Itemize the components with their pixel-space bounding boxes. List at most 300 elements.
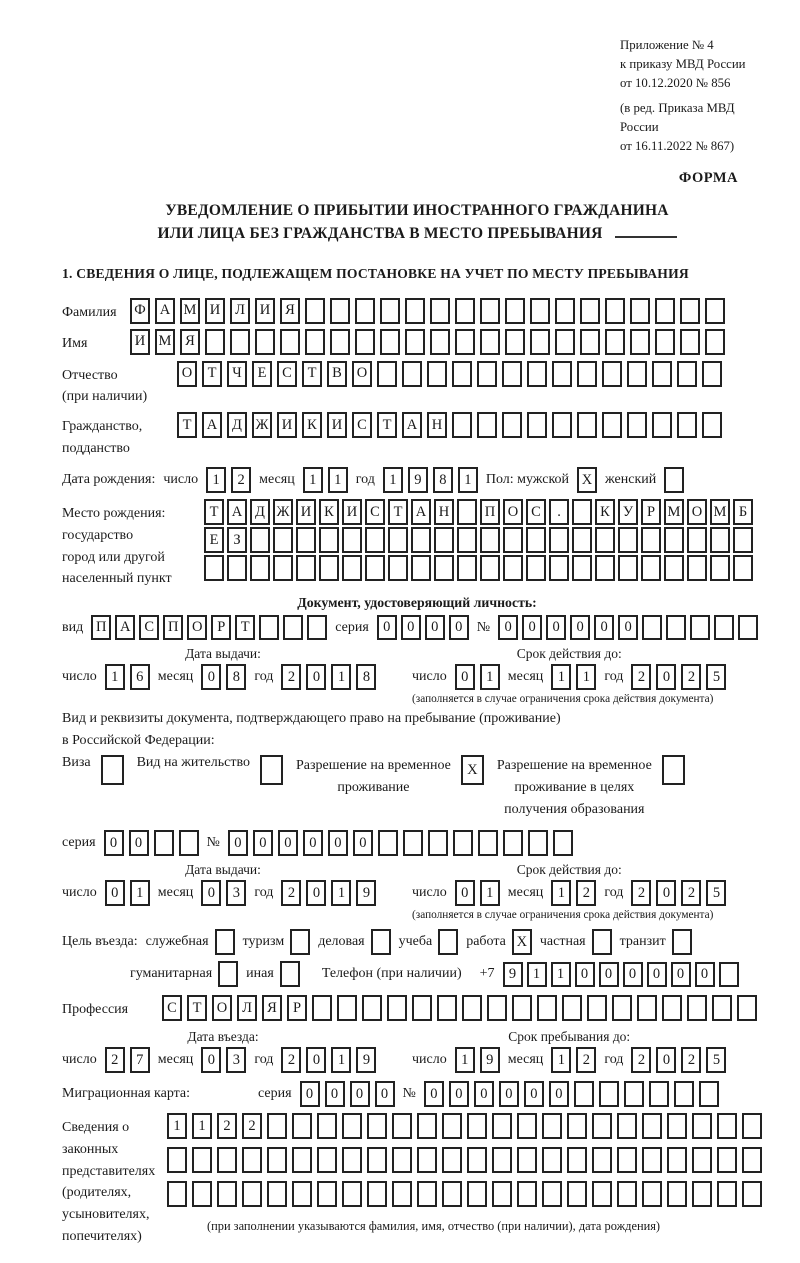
- char-cell-filled: 9: [408, 467, 428, 493]
- char-cell-filled: 9: [356, 1047, 376, 1073]
- residence-series-label: серия: [62, 835, 96, 851]
- char-cell-filled: Т: [388, 499, 408, 525]
- char-cell-empty: [215, 929, 235, 955]
- char-cell-empty: [367, 1113, 387, 1139]
- char-cell-empty: [595, 527, 615, 553]
- char-cell-filled: А: [227, 499, 247, 525]
- char-cell-filled: Т: [302, 361, 322, 387]
- char-cell-empty: [542, 1147, 562, 1173]
- char-cell-filled: Н: [434, 499, 454, 525]
- migration-series-cells: [300, 1081, 395, 1107]
- char-cell-filled: 2: [681, 1047, 701, 1073]
- char-cell-filled: А: [202, 412, 222, 438]
- residence-issue-month: [201, 880, 246, 906]
- char-cell-empty: [365, 527, 385, 553]
- entry-date-row: [62, 1047, 384, 1073]
- char-cell-filled: С: [526, 499, 546, 525]
- char-cell-filled: 1: [167, 1113, 187, 1139]
- char-cell-empty: [377, 361, 397, 387]
- char-cell-empty: [342, 1181, 362, 1207]
- char-cell-filled: 1: [328, 467, 348, 493]
- char-cell-empty: [690, 615, 710, 640]
- char-cell-empty: [317, 1147, 337, 1173]
- phone-label: Телефон (при наличии): [321, 966, 462, 982]
- char-cell-empty: [592, 1147, 612, 1173]
- birth-day-cells: [206, 467, 251, 493]
- char-cell-filled: 3: [226, 1047, 246, 1073]
- char-cell-empty: [527, 412, 547, 438]
- char-cell-filled: 0: [375, 1081, 395, 1107]
- citizenship-label: [62, 412, 177, 459]
- legal-representatives-note: (при заполнении указываются фамилия, имя, отчество (при наличии), дата рождения): [207, 1219, 661, 1234]
- char-cell-empty: [687, 555, 707, 581]
- residence-intro-2: в Российской Федерации:: [62, 733, 215, 749]
- legal-row-1: [167, 1113, 762, 1139]
- char-cell-empty: [455, 298, 475, 324]
- char-cell-empty: [167, 1147, 187, 1173]
- option-visa: [62, 755, 124, 785]
- edition-line-1: (в ред. Приказа МВД России: [620, 100, 735, 134]
- char-cell-empty: [677, 412, 697, 438]
- char-cell-empty: [480, 555, 500, 581]
- phone-prefix: +7: [479, 966, 495, 982]
- char-cell-filled: 2: [631, 664, 651, 690]
- purpose-work-checkbox: [512, 929, 532, 955]
- char-cell-empty: [687, 995, 707, 1021]
- legal-representatives-label: Сведения о законных представителях (родителях, усыновителях, попечителях): [62, 1120, 156, 1244]
- char-cell-empty: [290, 929, 310, 955]
- char-cell-empty: [503, 555, 523, 581]
- char-cell-empty: [664, 527, 684, 553]
- identity-number-label: №: [476, 619, 491, 635]
- identity-valid-title: Срок действия до:: [516, 646, 622, 662]
- char-cell-filled: 2: [281, 664, 301, 690]
- char-cell-empty: [642, 1113, 662, 1139]
- name-cells: [130, 329, 725, 355]
- char-cell-empty: [517, 1113, 537, 1139]
- char-cell-filled: А: [402, 412, 422, 438]
- char-cell-empty: [655, 298, 675, 324]
- stay-day: [455, 1047, 500, 1073]
- page-title: [62, 199, 772, 246]
- char-cell-empty: [567, 1181, 587, 1207]
- residence-issue-year: [281, 880, 376, 906]
- identity-issue-day: [105, 664, 150, 690]
- char-cell-empty: [742, 1113, 762, 1139]
- char-cell-empty: [642, 615, 662, 640]
- purpose-humanitarian: гуманитарная: [130, 961, 238, 987]
- char-cell-empty: [305, 329, 325, 355]
- char-cell-filled: 0: [618, 615, 638, 640]
- char-cell-empty: [380, 329, 400, 355]
- char-cell-filled: 2: [281, 880, 301, 906]
- char-cell-empty: [680, 298, 700, 324]
- char-cell-filled: 1: [551, 880, 571, 906]
- char-cell-filled: 2: [631, 880, 651, 906]
- char-cell-empty: [434, 555, 454, 581]
- char-cell-filled: И: [255, 298, 275, 324]
- char-cell-empty: [618, 555, 638, 581]
- char-cell-empty: [652, 412, 672, 438]
- char-cell-filled: С: [352, 412, 372, 438]
- char-cell-filled: Т: [204, 499, 224, 525]
- char-cell-filled: О: [503, 499, 523, 525]
- char-cell-empty: [467, 1147, 487, 1173]
- char-cell-filled: 1: [303, 467, 323, 493]
- residence-valid-note: (заполняется в случае ограничения срока действия документа): [412, 909, 714, 922]
- char-cell-filled: Я: [180, 329, 200, 355]
- migration-series-label: серия: [258, 1086, 292, 1102]
- char-cell-empty: [417, 1147, 437, 1173]
- char-cell-filled: 0: [522, 615, 542, 640]
- year-word: год: [604, 885, 624, 901]
- char-cell-empty: [227, 555, 247, 581]
- char-cell-empty: [572, 499, 592, 525]
- char-cell-empty: [477, 361, 497, 387]
- char-cell-empty: [455, 329, 475, 355]
- birth-place-row-1: [204, 499, 753, 525]
- patronymic-label-2: (при наличии): [62, 389, 148, 405]
- char-cell-empty: [567, 1147, 587, 1173]
- char-cell-empty: [492, 1147, 512, 1173]
- char-cell-filled: 1: [130, 880, 150, 906]
- identity-valid-col: [412, 646, 726, 705]
- char-cell-filled: С: [277, 361, 297, 387]
- char-cell-filled: М: [710, 499, 730, 525]
- char-cell-filled: X: [512, 929, 532, 955]
- char-cell-empty: [405, 329, 425, 355]
- char-cell-empty: [602, 412, 622, 438]
- char-cell-filled: 0: [105, 880, 125, 906]
- char-cell-filled: 0: [623, 962, 643, 987]
- option-residence-permit: [137, 755, 283, 785]
- year-word: год: [254, 885, 274, 901]
- char-cell-filled: А: [115, 615, 135, 640]
- month-word: месяц: [507, 669, 544, 685]
- appendix-line-2: к приказу МВД России: [620, 57, 746, 72]
- char-cell-filled: Т: [235, 615, 255, 640]
- identity-kind-label: вид: [62, 619, 84, 635]
- char-cell-filled: Ф: [130, 298, 150, 324]
- residence-series-cells: [104, 830, 199, 856]
- char-cell-empty: [630, 298, 650, 324]
- residence-permit-options: [62, 755, 772, 820]
- char-cell-filled: 1: [331, 880, 351, 906]
- citizenship-label-1: Гражданство,: [62, 419, 143, 434]
- char-cell-filled: 0: [656, 664, 676, 690]
- char-cell-empty: [512, 995, 532, 1021]
- char-cell-empty: [417, 1181, 437, 1207]
- title-line-1: УВЕДОМЛЕНИЕ О ПРИБЫТИИ ИНОСТРАННОГО ГРАЖДАНИНА: [165, 202, 669, 220]
- char-cell-empty: [411, 527, 431, 553]
- char-cell-empty: [342, 1147, 362, 1173]
- char-cell-filled: 0: [498, 615, 518, 640]
- char-cell-empty: [167, 1181, 187, 1207]
- residence-intro-1: Вид и реквизиты документа, подтверждающего право на пребывание (проживание): [62, 711, 561, 727]
- month-word: месяц: [157, 885, 194, 901]
- char-cell-filled: С: [162, 995, 182, 1021]
- char-cell-filled: 9: [356, 880, 376, 906]
- char-cell-empty: [505, 298, 525, 324]
- legal-representatives-rows: [167, 1113, 762, 1234]
- char-cell-empty: [388, 527, 408, 553]
- char-cell-empty: [555, 329, 575, 355]
- char-cell-empty: [552, 412, 572, 438]
- char-cell-empty: [480, 527, 500, 553]
- char-cell-filled: 1: [331, 1047, 351, 1073]
- char-cell-empty: [428, 830, 448, 856]
- char-cell-empty: [365, 555, 385, 581]
- char-cell-empty: [649, 1081, 669, 1107]
- residence-valid-month: [551, 880, 596, 906]
- identity-series-cells: [377, 615, 469, 640]
- char-cell-filled: 0: [695, 962, 715, 987]
- char-cell-empty: [478, 830, 498, 856]
- char-cell-empty: [467, 1181, 487, 1207]
- char-cell-filled: 1: [383, 467, 403, 493]
- sex-female-checkbox: [664, 467, 684, 493]
- char-cell-filled: 0: [350, 1081, 370, 1107]
- identity-valid-row: [412, 664, 726, 690]
- residence-permit-checkbox: [260, 755, 283, 785]
- char-cell-empty: [296, 527, 316, 553]
- char-cell-empty: [467, 1113, 487, 1139]
- field-identity-doc: [62, 615, 772, 640]
- temp-permit-checkbox: [461, 755, 484, 785]
- residence-permit-label: Вид на жительство: [136, 755, 250, 771]
- char-cell-filled: 0: [104, 830, 124, 856]
- char-cell-empty: [574, 1081, 594, 1107]
- char-cell-empty: [480, 329, 500, 355]
- char-cell-filled: 0: [300, 1081, 320, 1107]
- char-cell-filled: 1: [551, 962, 571, 987]
- year-word: год: [604, 669, 624, 685]
- char-cell-empty: [204, 555, 224, 581]
- residence-valid-row: [412, 880, 726, 906]
- purpose-business: деловая: [318, 929, 390, 955]
- char-cell-filled: X: [461, 755, 484, 785]
- residence-issue-title: Дата выдачи:: [185, 862, 261, 878]
- identity-number-cells: [498, 615, 758, 640]
- char-cell-empty: [526, 527, 546, 553]
- char-cell-filled: 0: [449, 615, 469, 640]
- citizenship-cells: [177, 412, 722, 438]
- residence-issue-row: [62, 880, 384, 906]
- char-cell-empty: [403, 830, 423, 856]
- char-cell-filled: 0: [306, 664, 326, 690]
- residence-valid-title: Срок действия до:: [516, 862, 622, 878]
- entry-date-col: [62, 1029, 384, 1073]
- visa-checkbox: [101, 755, 124, 785]
- entry-year: [281, 1047, 376, 1073]
- char-cell-empty: [503, 830, 523, 856]
- char-cell-empty: [179, 830, 199, 856]
- char-cell-empty: [664, 467, 684, 493]
- char-cell-empty: [434, 527, 454, 553]
- char-cell-filled: 1: [551, 664, 571, 690]
- year-word: год: [254, 669, 274, 685]
- char-cell-empty: [526, 555, 546, 581]
- char-cell-empty: [250, 527, 270, 553]
- char-cell-empty: [572, 527, 592, 553]
- char-cell-empty: [612, 995, 632, 1021]
- char-cell-empty: [283, 615, 303, 640]
- char-cell-filled: 0: [353, 830, 373, 856]
- char-cell-empty: [705, 329, 725, 355]
- char-cell-empty: [453, 830, 473, 856]
- char-cell-empty: [717, 1147, 737, 1173]
- char-cell-filled: 2: [105, 1047, 125, 1073]
- identity-doc-heading: Документ, удостоверяющий личность:: [297, 595, 537, 611]
- char-cell-empty: [380, 298, 400, 324]
- char-cell-filled: А: [155, 298, 175, 324]
- char-cell-empty: [710, 527, 730, 553]
- char-cell-filled: О: [212, 995, 232, 1021]
- char-cell-empty: [630, 329, 650, 355]
- char-cell-filled: М: [180, 298, 200, 324]
- residence-number-label: №: [206, 835, 220, 851]
- char-cell-empty: [337, 995, 357, 1021]
- char-cell-empty: [572, 555, 592, 581]
- char-cell-empty: [742, 1181, 762, 1207]
- month-word: месяц: [507, 885, 544, 901]
- char-cell-filled: 1: [576, 664, 596, 690]
- stay-year: [631, 1047, 726, 1073]
- identity-issue-title: Дата выдачи:: [185, 646, 261, 662]
- char-cell-empty: [411, 555, 431, 581]
- day-word: число: [62, 885, 97, 901]
- title-line-2: [62, 222, 772, 245]
- char-cell-empty: [342, 555, 362, 581]
- char-cell-empty: [553, 830, 573, 856]
- char-cell-filled: 0: [306, 880, 326, 906]
- char-cell-filled: Л: [237, 995, 257, 1021]
- appendix-line-1: Приложение № 4: [620, 38, 714, 52]
- char-cell-empty: [217, 1147, 237, 1173]
- year-word: год: [355, 472, 375, 488]
- char-cell-filled: 0: [449, 1081, 469, 1107]
- char-cell-filled: 0: [306, 1047, 326, 1073]
- char-cell-filled: И: [296, 499, 316, 525]
- char-cell-filled: 0: [474, 1081, 494, 1107]
- char-cell-filled: 9: [503, 962, 523, 987]
- char-cell-empty: [542, 1113, 562, 1139]
- char-cell-empty: [192, 1181, 212, 1207]
- char-cell-filled: М: [664, 499, 684, 525]
- char-cell-empty: [438, 929, 458, 955]
- char-cell-empty: [218, 961, 238, 987]
- char-cell-empty: [217, 1181, 237, 1207]
- char-cell-filled: И: [130, 329, 150, 355]
- day-word: число: [62, 1052, 97, 1068]
- char-cell-empty: [371, 929, 391, 955]
- day-word: число: [62, 669, 97, 685]
- char-cell-filled: 0: [549, 1081, 569, 1107]
- char-cell-empty: [664, 555, 684, 581]
- appendix-block: [620, 36, 772, 156]
- char-cell-empty: [738, 615, 758, 640]
- char-cell-filled: 2: [681, 664, 701, 690]
- char-cell-empty: [502, 361, 522, 387]
- char-cell-empty: [602, 361, 622, 387]
- day-word: число: [412, 1052, 447, 1068]
- year-word: год: [254, 1052, 274, 1068]
- char-cell-filled: 2: [681, 880, 701, 906]
- char-cell-empty: [592, 929, 612, 955]
- char-cell-empty: [317, 1181, 337, 1207]
- char-cell-empty: [292, 1181, 312, 1207]
- blank-underline: [615, 225, 677, 238]
- char-cell-filled: Ж: [252, 412, 272, 438]
- char-cell-filled: 1: [551, 1047, 571, 1073]
- month-word: месяц: [157, 669, 194, 685]
- char-cell-empty: [402, 361, 422, 387]
- field-patronymic: [62, 361, 772, 408]
- char-cell-empty: [605, 329, 625, 355]
- char-cell-empty: [641, 527, 661, 553]
- char-cell-empty: [273, 555, 293, 581]
- char-cell-filled: 0: [201, 880, 221, 906]
- char-cell-filled: 0: [278, 830, 298, 856]
- char-cell-filled: М: [155, 329, 175, 355]
- birth-place-label-3: город или другой: [62, 549, 165, 565]
- char-cell-empty: [457, 527, 477, 553]
- char-cell-filled: 2: [217, 1113, 237, 1139]
- field-legal-representatives: [62, 1113, 772, 1247]
- char-cell-filled: 1: [455, 1047, 475, 1073]
- char-cell-empty: [637, 995, 657, 1021]
- profession-label: Профессия: [62, 1002, 129, 1018]
- birth-place-label-4: населенный пункт: [62, 571, 172, 587]
- char-cell-empty: [517, 1181, 537, 1207]
- char-cell-empty: [549, 527, 569, 553]
- char-cell-empty: [480, 298, 500, 324]
- birth-place-row-2: [204, 527, 753, 553]
- identity-doc-dates: [62, 646, 772, 705]
- residence-valid-year: [631, 880, 726, 906]
- birth-place-row-3: [204, 555, 753, 581]
- char-cell-filled: Я: [262, 995, 282, 1021]
- char-cell-filled: 0: [594, 615, 614, 640]
- char-cell-filled: 1: [105, 664, 125, 690]
- char-cell-filled: 1: [331, 664, 351, 690]
- char-cell-empty: [527, 361, 547, 387]
- char-cell-empty: [101, 755, 124, 785]
- edu-permit-checkbox: [662, 755, 685, 785]
- field-name: [62, 329, 772, 355]
- purpose-transit: транзит: [620, 929, 692, 955]
- char-cell-empty: [617, 1113, 637, 1139]
- char-cell-empty: [712, 995, 732, 1021]
- purpose-study: учеба: [399, 929, 459, 955]
- char-cell-empty: [567, 1113, 587, 1139]
- patronymic-cells: [177, 361, 722, 387]
- char-cell-empty: [702, 412, 722, 438]
- purpose-business-checkbox: [371, 929, 391, 955]
- stay-month: [551, 1047, 596, 1073]
- char-cell-empty: [714, 615, 734, 640]
- migration-number-cells: [424, 1081, 719, 1107]
- char-cell-filled: Н: [427, 412, 447, 438]
- identity-valid-note: (заполняется в случае ограничения срока действия документа): [412, 693, 714, 706]
- char-cell-empty: [680, 329, 700, 355]
- char-cell-filled: И: [342, 499, 362, 525]
- char-cell-filled: Ч: [227, 361, 247, 387]
- char-cell-empty: [330, 298, 350, 324]
- char-cell-filled: В: [327, 361, 347, 387]
- char-cell-filled: 0: [524, 1081, 544, 1107]
- char-cell-filled: Е: [252, 361, 272, 387]
